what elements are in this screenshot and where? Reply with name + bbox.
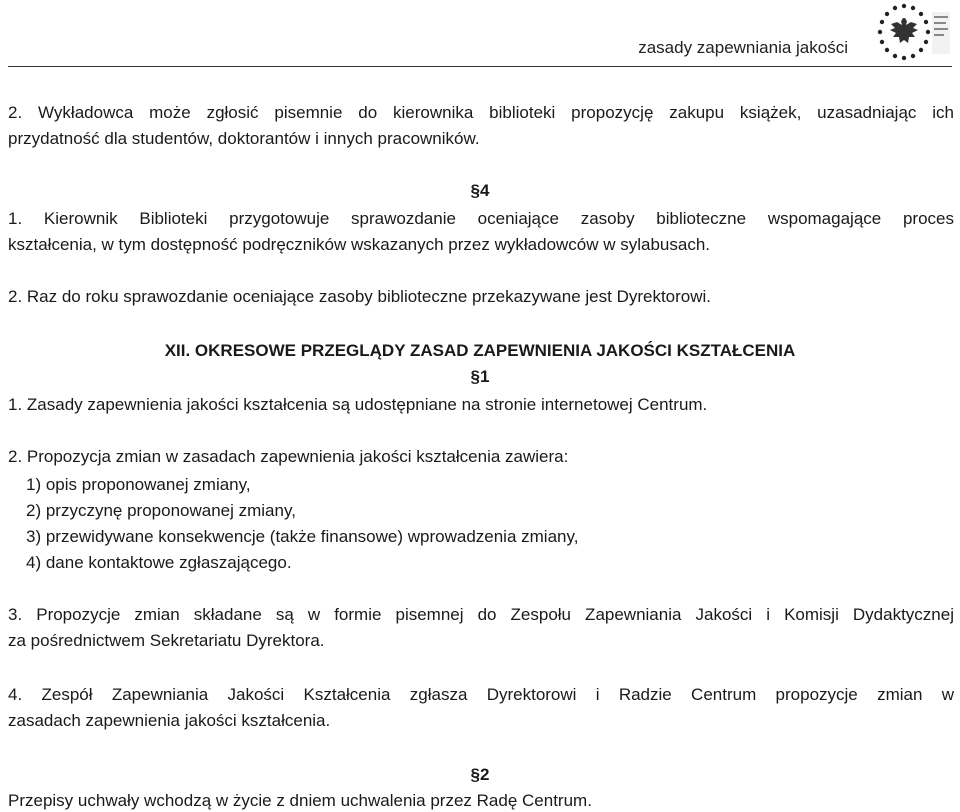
list-item: 4) dane kontaktowe zgłaszającego. [26, 553, 292, 572]
paragraph-line: kształcenia, w tym dostępność podręczników wskazanych przez wykładowców w sylabusach. [8, 235, 711, 254]
section-heading-1: §1 [470, 367, 490, 386]
paragraph-line: 4. Zespół Zapewniania Jakości Kształcenia zgłasza Dyrektorowi i Radzie Centrum propozycje zmian w [8, 685, 954, 704]
paragraph-line: 2. Wykładowca może zgłosić pisemnie do kierownika biblioteki propozycję zakupu książek, uzasadniając ich [8, 103, 954, 122]
paragraph-line: Przepisy uchwały wchodzą w życie z dniem uchwalenia przez Radę Centrum. [8, 791, 592, 810]
paragraph-line: 1. Kierownik Biblioteki przygotowuje sprawozdanie oceniające zasoby biblioteczne wspomagające proces [8, 209, 954, 228]
section-heading-2: §2 [470, 765, 490, 784]
chapter-heading: XII. OKRESOWE PRZEGLĄDY ZASAD ZAPEWNIENIA JAKOŚCI KSZTAŁCENIA [164, 341, 796, 360]
list-item: 2) przyczynę proponowanej zmiany, [26, 501, 296, 520]
header-divider [8, 66, 952, 67]
paragraph-line: 2. Raz do roku sprawozdanie oceniające zasoby biblioteczne przekazywane jest Dyrektorowi. [8, 287, 712, 306]
paragraph-line: 3. Propozycje zmian składane są w formie pisemnej do Zespołu Zapewniania Jakości i Komisji Dydaktycznej [8, 605, 954, 624]
list-item: 1) opis proponowanej zmiany, [26, 475, 251, 494]
university-eagle-logo-icon [860, 2, 952, 64]
paragraph-line: przydatność dla studentów, doktorantów i innych pracowników. [8, 129, 480, 148]
list-item: 3) przewidywane konsekwencje (także finansowe) wprowadzenia zmiany, [26, 527, 579, 546]
paragraph-line: 2. Propozycja zmian w zasadach zapewnienia jakości kształcenia zawiera: [8, 447, 569, 466]
paragraph-line: 1. Zasady zapewnienia jakości kształcenia są udostępniane na stronie internetowej Centrum. [8, 395, 708, 414]
paragraph-line: zasadach zapewnienia jakości kształcenia. [8, 711, 331, 730]
section-heading-4: §4 [470, 181, 490, 200]
running-header: zasady zapewniania jakości [638, 38, 848, 57]
paragraph-line: za pośrednictwem Sekretariatu Dyrektora. [8, 631, 325, 650]
